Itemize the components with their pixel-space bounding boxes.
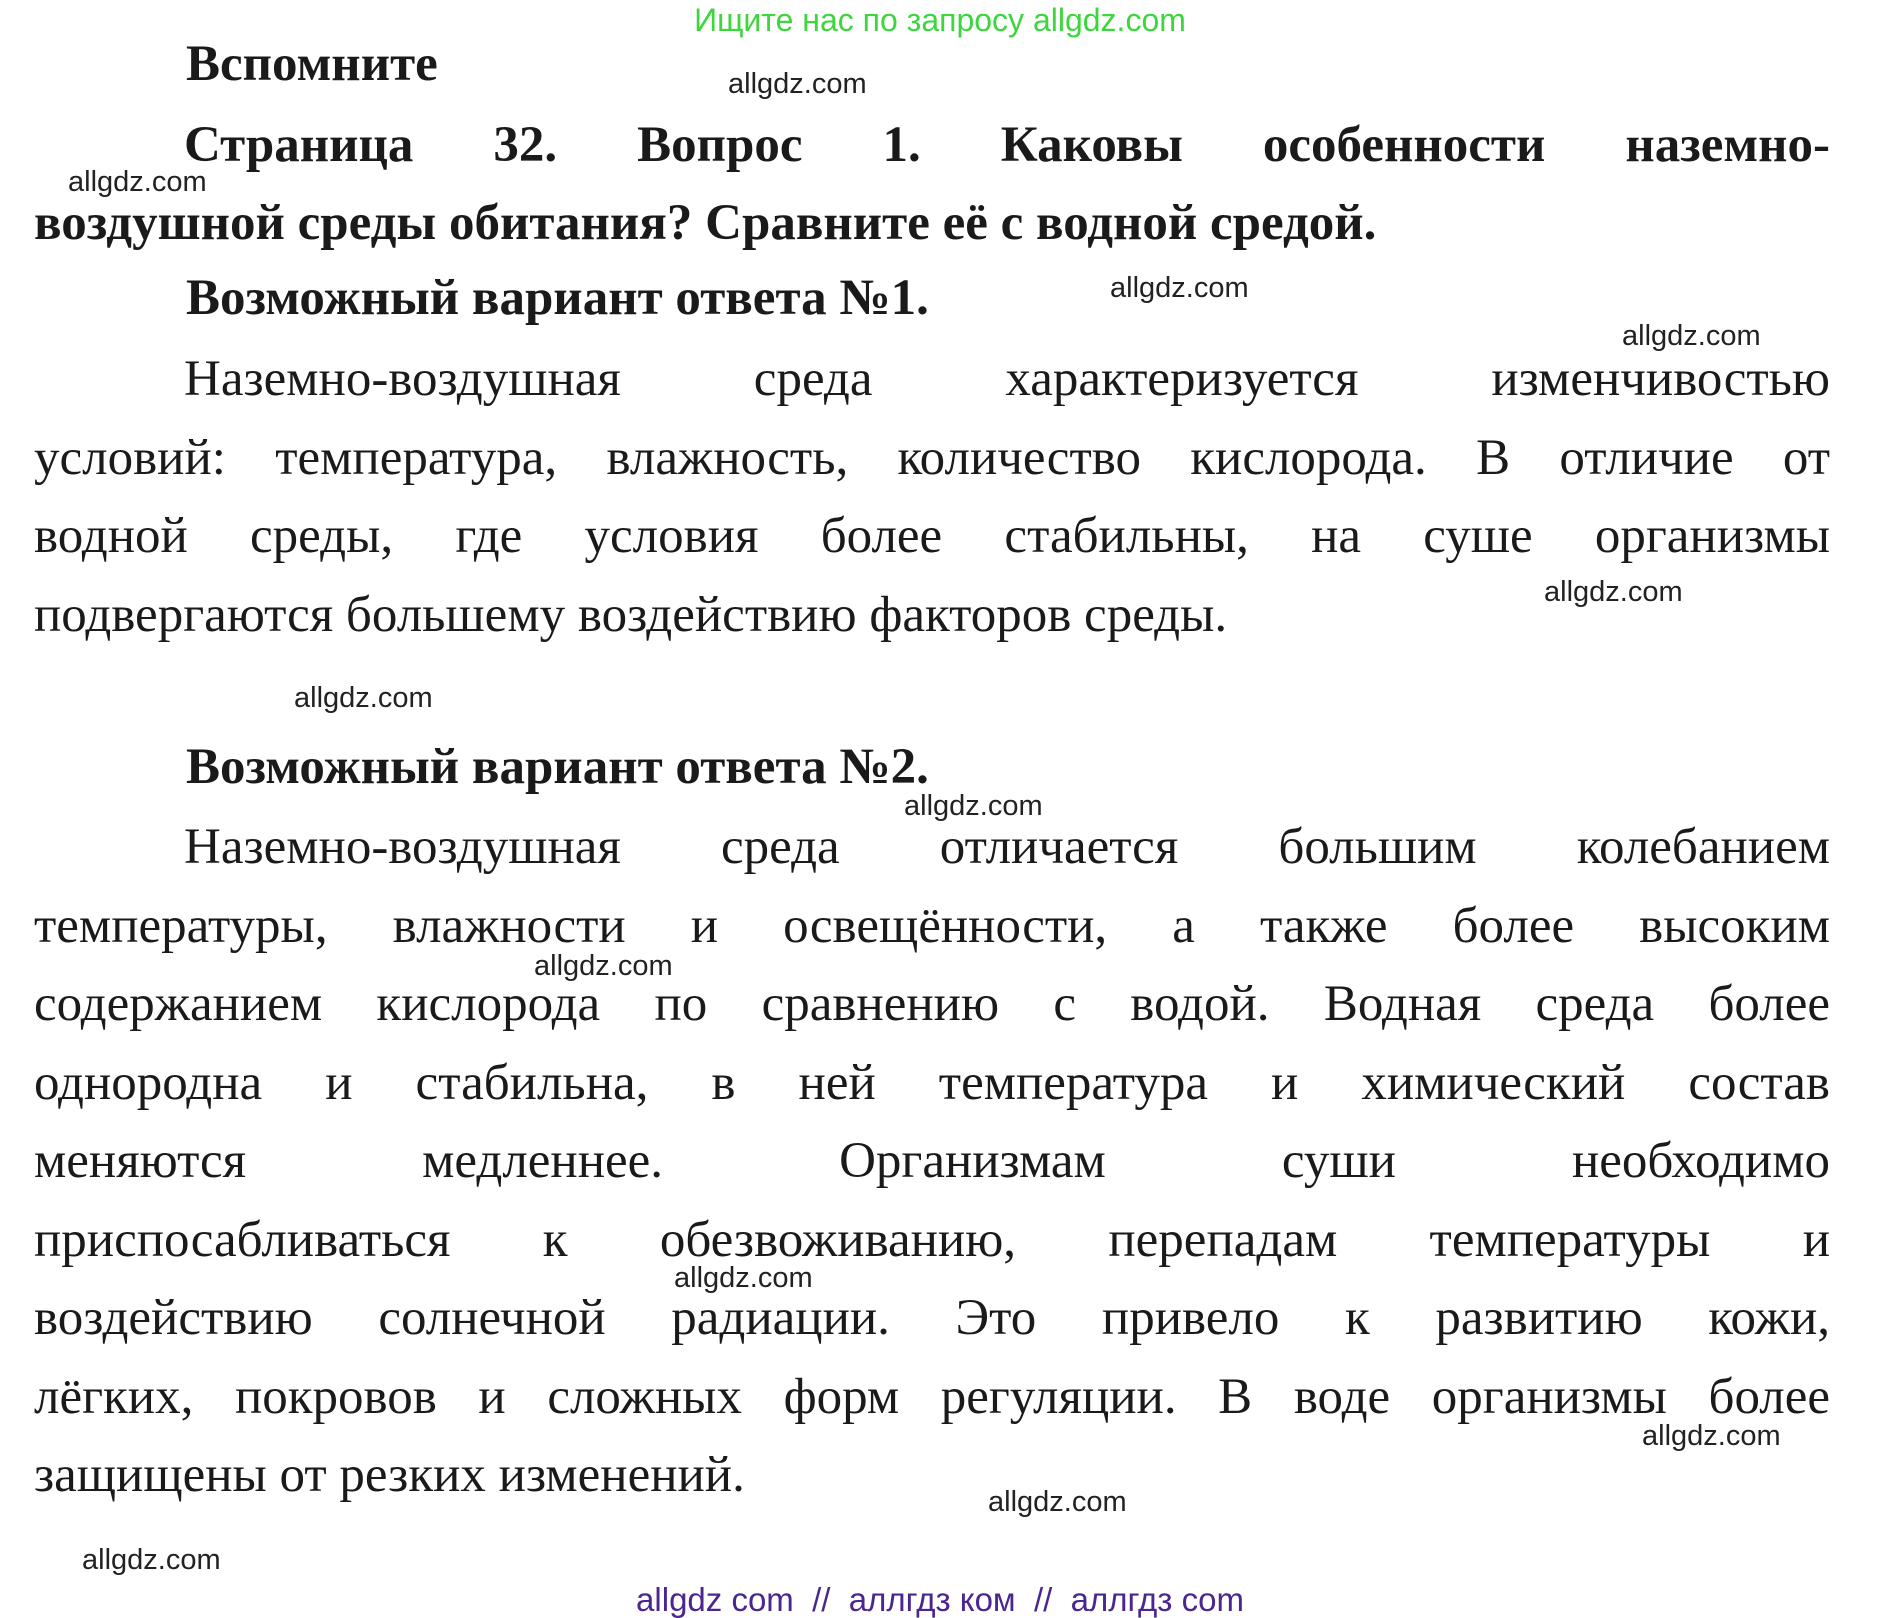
answer1-line: условий: температура, влажность, количество кислорода. В отличие от — [34, 429, 1830, 486]
question-line: воздушной среды обитания? Сравните её с водной средой. — [34, 195, 1377, 251]
watermark: allgdz.com — [1642, 1420, 1781, 1452]
answer1-line: водной среды, где условия более стабильны, на суше организмы — [34, 508, 1830, 564]
watermark: allgdz.com — [1110, 272, 1249, 304]
watermark: allgdz.com — [988, 1486, 1127, 1518]
watermark: allgdz.com — [294, 682, 433, 714]
answer2-line: меняются медленнее. Организмам суши необходимо — [34, 1133, 1830, 1189]
top-banner: Ищите нас по запросу allgdz.com — [694, 2, 1186, 38]
answer2-line: защищены от резких изменений. — [34, 1447, 745, 1503]
watermark: allgdz.com — [1544, 576, 1683, 608]
section-title: Вспомните — [186, 36, 438, 92]
watermark: allgdz.com — [68, 166, 207, 198]
answer2-line: температуры, влажности и освещённости, а также более высоким — [34, 897, 1830, 954]
question-title — [34, 106, 1830, 262]
answer1-line: Наземно-воздушная среда характеризуется изменчивостью — [184, 351, 1830, 407]
answer2-text — [34, 808, 1830, 1515]
answer2-line: приспосабливаться к обезвоживанию, перепадам температуры и — [34, 1211, 1830, 1268]
answer2-line: содержанием кислорода по сравнению с водой. Водная среда более — [34, 976, 1830, 1032]
watermark: allgdz.com — [674, 1262, 813, 1294]
watermark: allgdz.com — [904, 790, 1043, 822]
answer2-line: воздействию солнечной радиации. Это привело к развитию кожи, — [34, 1290, 1830, 1346]
watermark: allgdz.com — [728, 68, 867, 100]
answer1-line: подвергаются большему воздействию факторов среды. — [34, 586, 1228, 643]
watermark: allgdz.com — [534, 950, 673, 982]
footer-links: allgdz com // аллгдз ком // аллгдз com — [636, 1581, 1244, 1618]
answer1-heading: Возможный вариант ответа №1. — [186, 270, 929, 326]
watermark: allgdz.com — [1622, 320, 1761, 352]
watermark: allgdz.com — [82, 1544, 221, 1576]
answer2-heading: Возможный вариант ответа №2. — [186, 739, 929, 795]
answer2-line: Наземно-воздушная среда отличается большим колебанием — [184, 819, 1830, 875]
answer2-line: лёгких, покровов и сложных форм регуляции. В воде организмы более — [34, 1368, 1830, 1425]
answer2-line: однородна и стабильна, в ней температура и химический состав — [34, 1054, 1830, 1111]
question-line: Страница 32. Вопрос 1. Каковы особенности наземно- — [184, 117, 1830, 173]
